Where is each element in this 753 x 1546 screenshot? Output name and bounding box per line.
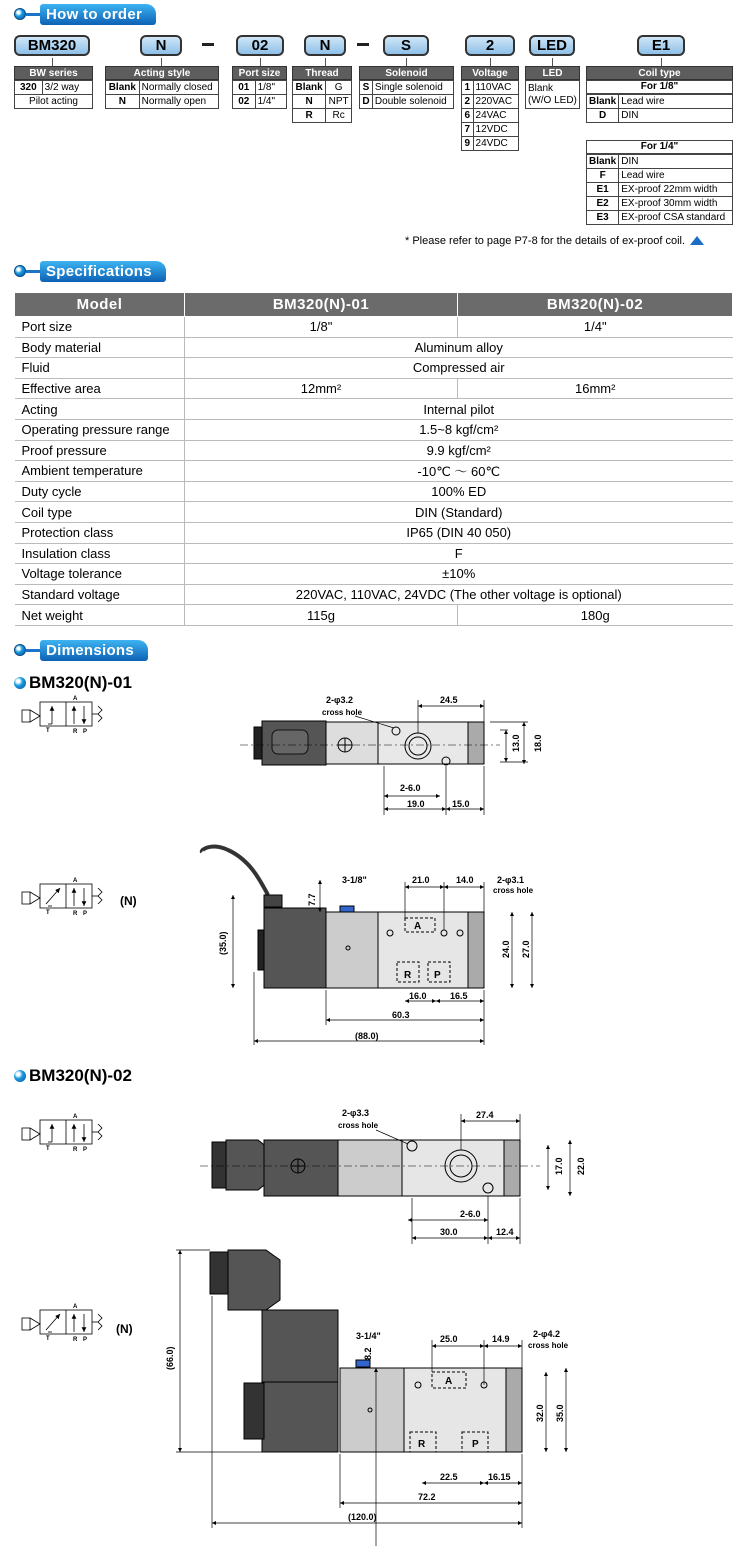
svg-text:72.2: 72.2 bbox=[418, 1492, 436, 1502]
spec-value: DIN (Standard) bbox=[185, 502, 733, 523]
spec-label: Coil type bbox=[15, 502, 185, 523]
drawing-01-top bbox=[240, 721, 500, 765]
ex-proof-note: * Please refer to page P7-8 for the details of ex-proof coil. bbox=[405, 235, 704, 247]
svg-text:3-1/4": 3-1/4" bbox=[356, 1331, 381, 1341]
svg-text:(35.0): (35.0) bbox=[218, 931, 228, 955]
code-thread: N bbox=[304, 35, 346, 56]
spec-label: Proof pressure bbox=[15, 440, 185, 461]
svg-text:22.5: 22.5 bbox=[440, 1472, 458, 1482]
svg-text:cross hole: cross hole bbox=[493, 886, 534, 895]
spec-label: Voltage tolerance bbox=[15, 564, 185, 585]
svg-text:cross hole: cross hole bbox=[338, 1121, 379, 1130]
code-solenoid: S bbox=[383, 35, 429, 56]
svg-text:16.5: 16.5 bbox=[450, 991, 468, 1001]
port-letter: A bbox=[73, 878, 78, 884]
svg-text:24.5: 24.5 bbox=[440, 695, 458, 705]
spec-value: 220VAC, 110VAC, 24VDC (The other voltage is optional) bbox=[185, 584, 733, 605]
svg-text:24.0: 24.0 bbox=[501, 940, 511, 958]
spec-value: 9.9 kgf/cm² bbox=[185, 440, 733, 461]
group-solenoid: Solenoid S Single solenoid D Double solenoid bbox=[359, 66, 454, 109]
svg-text:A: A bbox=[414, 921, 422, 932]
spec-label: Protection class bbox=[15, 522, 185, 543]
svg-text:(88.0): (88.0) bbox=[355, 1031, 379, 1041]
svg-text:13.0: 13.0 bbox=[511, 734, 521, 752]
drawing-02-side bbox=[210, 1250, 338, 1452]
svg-text:2-φ4.2: 2-φ4.2 bbox=[533, 1329, 560, 1339]
port-letter: P bbox=[83, 911, 88, 917]
port-letter: P bbox=[83, 729, 88, 735]
svg-text:2-φ3.3: 2-φ3.3 bbox=[342, 1108, 369, 1118]
svg-text:19.0: 19.0 bbox=[407, 799, 425, 809]
spec-label: Ambient temperature bbox=[15, 461, 185, 482]
group-voltage: Voltage 1 110VAC 2 220VAC 6 24VAC 7 12VDC 9 24VDC bbox=[461, 66, 519, 151]
spec-header: BM320(N)-02 bbox=[458, 293, 733, 317]
port-letter: R bbox=[73, 911, 78, 917]
spec-label: Duty cycle bbox=[15, 481, 185, 502]
group-series: BW series 320 3/2 way Pilot acting bbox=[14, 66, 93, 109]
spec-label: Net weight bbox=[15, 605, 185, 626]
svg-text:cross hole: cross hole bbox=[322, 708, 363, 717]
svg-text:16.0: 16.0 bbox=[409, 991, 427, 1001]
svg-text:(66.0): (66.0) bbox=[165, 1346, 175, 1370]
svg-text:14.0: 14.0 bbox=[456, 875, 474, 885]
section-title: Dimensions bbox=[40, 640, 148, 661]
port-letter: T bbox=[46, 1336, 50, 1342]
svg-text:2-6.0: 2-6.0 bbox=[460, 1209, 481, 1219]
drawing-02-top bbox=[200, 1140, 540, 1196]
port-letter: T bbox=[46, 910, 50, 916]
port-letter: R bbox=[73, 1147, 78, 1153]
group-led: LED Blank (W/O LED) bbox=[525, 66, 580, 109]
svg-text:35.0: 35.0 bbox=[555, 1404, 565, 1422]
spec-value: -10℃ ～ 60℃ bbox=[185, 461, 733, 482]
spec-value: Compressed air bbox=[185, 358, 733, 379]
svg-text:32.0: 32.0 bbox=[535, 1404, 545, 1422]
port-letter: T bbox=[46, 1146, 50, 1152]
svg-text:12.4: 12.4 bbox=[496, 1227, 514, 1237]
svg-text:60.3: 60.3 bbox=[392, 1010, 410, 1020]
port-letter: T bbox=[46, 728, 50, 734]
svg-text:P: P bbox=[434, 970, 441, 981]
spec-value: Internal pilot bbox=[185, 399, 733, 420]
svg-text:(120.0): (120.0) bbox=[348, 1512, 377, 1522]
svg-text:16.15: 16.15 bbox=[488, 1472, 511, 1482]
group-thread: Thread Blank G N NPT R Rc bbox=[292, 66, 352, 123]
svg-text:25.0: 25.0 bbox=[440, 1334, 458, 1344]
port-letter: P bbox=[83, 1337, 88, 1343]
svg-text:27.0: 27.0 bbox=[521, 940, 531, 958]
spec-value: IP65 (DIN 40 050) bbox=[185, 522, 733, 543]
svg-text:8.2: 8.2 bbox=[363, 1347, 373, 1360]
spec-value: 180g bbox=[458, 605, 733, 626]
group-acting: Acting style Blank Normally closed N Normally open bbox=[105, 66, 219, 109]
svg-text:2-φ3.2: 2-φ3.2 bbox=[326, 695, 353, 705]
spec-label: Body material bbox=[15, 337, 185, 358]
section-title: Specifications bbox=[40, 261, 166, 282]
svg-text:21.0: 21.0 bbox=[412, 875, 430, 885]
spec-value: 1.5~8 kgf/cm² bbox=[185, 419, 733, 440]
svg-text:P: P bbox=[472, 1439, 479, 1450]
group-coil-quarter: For 1/4" Blank DIN F Lead wire E1 EX-proof 22mm width E2 EX-proof 30mm width E3 EX-proof CSA standard bbox=[586, 140, 733, 225]
svg-text:22.0: 22.0 bbox=[576, 1157, 586, 1175]
spec-value: 1/4" bbox=[458, 317, 733, 338]
svg-text:R: R bbox=[404, 970, 412, 981]
part-label-01: BM320(N)-01 bbox=[14, 673, 132, 693]
svg-text:27.4: 27.4 bbox=[476, 1110, 494, 1120]
spec-label: Fluid bbox=[15, 358, 185, 379]
svg-text:18.0: 18.0 bbox=[533, 734, 543, 752]
section-title: How to order bbox=[40, 4, 156, 25]
spec-label: Operating pressure range bbox=[15, 419, 185, 440]
code-coil: E1 bbox=[637, 35, 685, 56]
code-series: BM320 bbox=[14, 35, 90, 56]
spec-label: Insulation class bbox=[15, 543, 185, 564]
spec-label: Acting bbox=[15, 399, 185, 420]
group-coil: Coil type For 1/8" Blank Lead wire D DIN bbox=[586, 66, 733, 123]
spec-value: 115g bbox=[185, 605, 458, 626]
spec-header: BM320(N)-01 bbox=[185, 293, 458, 317]
svg-text:2-6.0: 2-6.0 bbox=[400, 783, 421, 793]
svg-text:14.9: 14.9 bbox=[492, 1334, 510, 1344]
code-acting: N bbox=[140, 35, 182, 56]
svg-text:3-1/8": 3-1/8" bbox=[342, 875, 367, 885]
spec-value: ±10% bbox=[185, 564, 733, 585]
spec-value: 16mm² bbox=[458, 378, 733, 399]
port-letter: A bbox=[73, 696, 78, 702]
port-letter: A bbox=[73, 1114, 78, 1120]
svg-text:17.0: 17.0 bbox=[554, 1157, 564, 1175]
n-label: (N) bbox=[120, 894, 137, 908]
spec-label: Standard voltage bbox=[15, 584, 185, 605]
svg-text:15.0: 15.0 bbox=[452, 799, 470, 809]
code-port: 02 bbox=[236, 35, 284, 56]
port-letter: R bbox=[73, 1337, 78, 1343]
svg-text:2-φ3.1: 2-φ3.1 bbox=[497, 875, 524, 885]
drawing-01-side bbox=[202, 847, 484, 988]
group-port: Port size 01 1/8" 02 1/4" bbox=[232, 66, 287, 109]
port-letter: P bbox=[83, 1147, 88, 1153]
drawing-02-valve bbox=[340, 1360, 522, 1452]
spec-value: 100% ED bbox=[185, 481, 733, 502]
code-voltage: 2 bbox=[465, 35, 515, 56]
spec-value: F bbox=[185, 543, 733, 564]
svg-text:A: A bbox=[445, 1376, 453, 1387]
code-led: LED bbox=[529, 35, 575, 56]
spec-value: 1/8" bbox=[185, 317, 458, 338]
port-letter: A bbox=[73, 1304, 78, 1310]
svg-text:30.0: 30.0 bbox=[440, 1227, 458, 1237]
spec-header: Model bbox=[15, 293, 185, 317]
spec-label: Port size bbox=[15, 317, 185, 338]
svg-text:cross hole: cross hole bbox=[528, 1341, 569, 1350]
port-letter: R bbox=[73, 729, 78, 735]
spec-value: 12mm² bbox=[185, 378, 458, 399]
n-label: (N) bbox=[116, 1322, 133, 1336]
svg-text:R: R bbox=[418, 1439, 426, 1450]
spec-value: Aluminum alloy bbox=[185, 337, 733, 358]
spec-label: Effective area bbox=[15, 378, 185, 399]
part-label-02: BM320(N)-02 bbox=[14, 1066, 132, 1086]
svg-text:7.7: 7.7 bbox=[307, 893, 317, 906]
